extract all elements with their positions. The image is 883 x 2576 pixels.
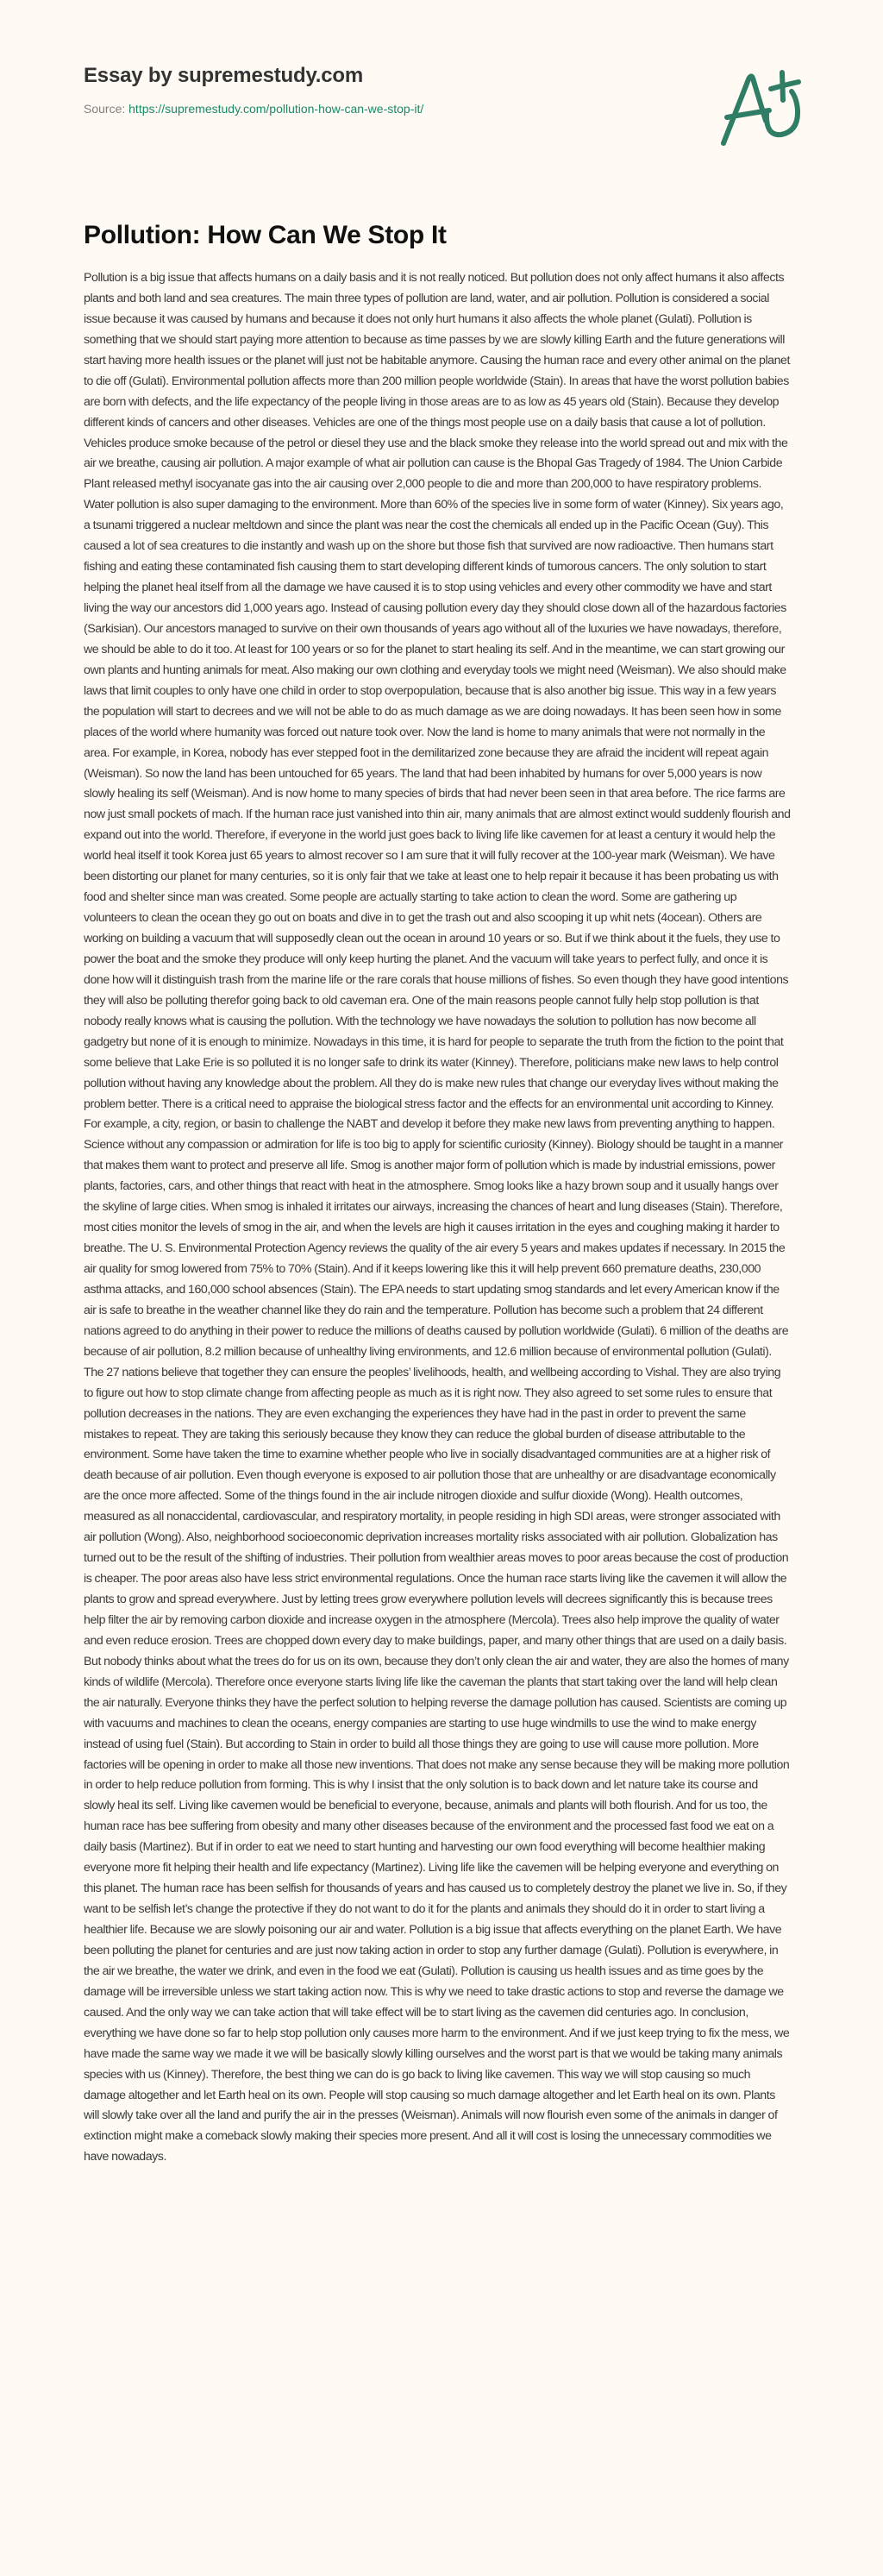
essay-body-text: Pollution is a big issue that affects humans on a daily basis and it is not really noticed. But pollution does not only affect humans it also affects plants and both land and sea creatures. The main three types of pollution are land, water, and air pollution. Pollution is considered a social issue because it was caused by humans and because it does not only hurt humans it also affects the whole planet (Gulati). Pollution is something that we should start paying more attention to because as time passes by we are slowly killing Earth and the future generations will start having more health issues or the planet will just not be habitable anymore. Causing the human race and every other animal on the planet to die off (Gulati). Environmental pollution affects more than 200 million people worldwide (Stain). In areas that have the worst pollution babies are born with defects, and the life expectancy of the people living in those areas are to as low as 45 years old (Stain). Because they develop different kinds of cancers and other diseases. Vehicles are one of the things most people use on a daily basis that cause a lot of pollution. Vehicles produce smoke because of the petrol or diesel they use and the black smoke they release into the world spread out and mix with the air we breathe, causing air pollution. A major example of what air pollution can cause is the Bhopal Gas Tragedy of 1984. The Union Carbide Plant released methyl isocyanate gas into the air causing over 2,000 people to die and more than 200,000 to have respiratory problems. Water pollution is also super damaging to the environment. More than 60% of the species live in some form of water (Kinney). Six years ago, a tsunami triggered a nuclear meltdown and since the plant was near the cost the chemicals all ended up in the Pacific Ocean (Guy). This caused a lot of sea creatures to die instantly and wash up on the shore but those fish that survived are now radioactive. Then humans start fishing and eating these contaminated fish causing them to start developing different kinds of tumorous cancers. The only solution to start helping the planet heal itself from all the damage we have caused it is to stop using vehicles and every other commodity we have and start living the way our ancestors did 1,000 years ago. Instead of causing pollution every day they should close down all of the hazardous factories (Sarkisian). Our ancestors managed to survive on their own thousands of years ago without all of the luxuries we have nowadays, therefore, we should be able to do it too. At least for 100 years or so for the planet to start healing its self. And in the meantime, we can start growing our own plants and hunting animals for meat. Also making our own clothing and everyday tools we might need (Weisman). We also should make laws that limit couples to only have one child in order to stop overpopulation, because that is also another big issue. This way in a few years the population will start to decrees and we will not be able to do as much damage as we are doing nowadays. It has been seen how in some places of the world where humanity was forced out nature took over. Now the land is home to many animals that were not normally in the area. For example, in Korea, nobody has ever stepped foot in the demilitarized zone because they are afraid the incident will repeat again (Weisman). So now the land has been untouched for 65 years. The land that had been inhabited by humans for over 5,000 years is now slowly healing its self (Weisman). And is now home to many species of birds that had never been seen in that area before. The rice farms are now just small pockets of mach. If the human race just vanished into thin air, many animals that are almost extinct would suddenly flourish and expand out into the world. Therefore, if everyone in the world just goes back to living life like cavemen for at least a century it would help the world heal itself it took Korea just 65 years to almost recover so I am sure that it will fully recover at the 100-year mark (Weisman). We have been distorting our planet for many centuries, so it is only fair that we take at least one to help repair it because it has been probating us with food and shelter since man was created. Some people are actually starting to take action to clean the word. Some are gathering up volunteers to clean the ocean they go out on boats and dive in to get the trash out and also scooping it up whit nets (4ocean). Others are working on building a vacuum that will supposedly clean out the ocean in around 10 years or so. But if we think about it the fuels, they use to power the boat and the smoke they produce will only keep hurting the planet. And the vacuum will take years to perfect fully, and once it is done how will it distinguish trash from the marine life or the rare corals that house millions of fishes. So even though they have good intentions they will also be polluting therefor going back to old caveman era. One of the main reasons people cannot fully help stop pollution is that nobody really knows what is causing the pollution. With the technology we have nowadays the solution to pollution has now become all gadgetry but none of it is enough to minimize. Nowadays in this time, it is hard for people to separate the truth from the fiction to the point that some believe that Lake Erie is so polluted it is no longer safe to drink its water (Kinney). Therefore, politicians make new laws to help control pollution without having any knowledge about the problem. All they do is make new rules that change our everyday lives without making the problem better. There is a critical need to appraise the biological stress factor and the effects for an environmental unit according to Kinney. For example, a city, region, or basin to challenge the NABT and develop it before they make new laws from preventing anything to happen. Science without any compassion or admiration for life is too big to apply for scientific curiosity (Kinney). Biology should be taught in a manner that makes them want to protect and preserve all life. Smog is another major form of pollution which is made by industrial emissions, power plants, factories, cars, and other things that react with heat in the atmosphere. Smog looks like a hazy brown soup and it usually hangs over the skyline of large cities. When smog is inhaled it irritates our airways, increasing the chances of heart and lung diseases (Stain). Therefore, most cities monitor the levels of smog in the air, and when the levels are high it causes irritation in the eyes and coughing making it harder to breathe. The U. S. Environmental Protection Agency reviews the quality of the air every 5 years and makes updates if necessary. In 2015 the air quality for smog lowered from 75% to 70% (Stain). And if it keeps lowering like this it will help prevent 660 premature deaths, 230,000 asthma attacks, and 160,000 school absences (Stain). The EPA needs to start updating smog standards and let every American know if the air is safe to breathe in the weather channel like they do rain and the temperature. Pollution has become such a problem that 24 different nations agreed to do anything in their power to reduce the millions of deaths caused by pollution worldwide (Gulati). 6 million of the deaths are because of air pollution, 8.2 million because of unhealthy living environments, and 12.6 million because of environmental pollution (Gulati). The 27 nations believe that together they can ensure the peoples’ livelihoods, health, and wellbeing according to Vishal. They are also trying to figure out how to stop climate change from affecting people as much as it is right now. They also agreed to set some rules to ensure that pollution decreases in the nations. They are even exchanging the experiences they have had in the past in order to prevent the same mistakes to repeat. They are taking this seriously because they know they can reduce the global burden of disease attributable to the environment. Some have taken the time to examine whether people who live in socially disadvantaged communities are at a higher risk of death because of air pollution. Even though everyone is exposed to air pollution those that are unhealthy or are disadvantage economically are the once more affected. Some of the things found in the air include nitrogen dioxide and sulfur dioxide (Wong). Health outcomes, measured as all nonaccidental, cardiovascular, and respiratory mortality, in people residing in high SDI areas, were stronger associated with air pollution (Wong). Also, neighborhood socioeconomic deprivation increases mortality risks associated with air pollution. Globalization has turned out to be the result of the shifting of industries. Their pollution from wealthier areas moves to poor areas because the cost of production is cheaper. The poor areas also have less strict environmental regulations. Once the human race starts living like the cavemen it will allow the plants to grow and spread everywhere. Just by letting trees grow everywhere pollution levels will decrees significantly this is because trees help filter the air by removing carbon dioxide and increase oxygen in the atmosphere (Mercola). Trees also help improve the quality of water and even reduce erosion. Trees are chopped down every day to make buildings, paper, and many other things that are used on a daily basis. But nobody thinks about what the trees do for us on its own, because they don’t only clean the air and water, they are also the homes of many kinds of wildlife (Mercola). Therefore once everyone starts living life like the caveman the plants that start taking over the land will help clean the air naturally. Everyone thinks they have the perfect solution to helping reverse the damage pollution has caused. Scientists are coming up with vacuums and machines to clean the oceans, energy companies are starting to use huge windmills to use the wind to make energy instead of using fuel (Stain). But according to Stain in order to build all those things they are going to use will cause more pollution. More factories will be opening in order to make all those new inventions. That does not make any sense because they will be making more pollution in order to help reduce pollution from forming. This is why I insist that the only solution is to back down and let nature take its course and slowly heal its self. Living like cavemen would be beneficial to everyone, because, animals and plants will both flourish. And for us too, the human race has bee suffering from obesity and many other diseases because of the environment and the processed fast food we eat on a daily basis (Martinez). But if in order to eat we need to start hunting and harvesting our own food everything will become healthier making everyone more fit helping their health and life expectancy (Martinez). Living life like the cavemen will be helping everyone and everything on this planet. The human race has been selfish for thousands of years and has caused us to completely destroy the planet we live in. So, if they want to be selfish let’s change the protective if they do not want to do it for the plants and animals they should do it in order to start living a healthier life. Because we are slowly poisoning our air and water. Pollution is a big issue that affects everything on the planet Earth. We have been polluting the planet for centuries and are just now taking action in order to stop any further damage (Gulati). Pollution is everywhere, in the air we breathe, the water we drink, and even in the food we eat (Gulati). Pollution is causing us health issues and as time goes by the damage will be irreversible unless we start taking action now. This is why we need to take drastic actions to stop and reverse the damage we caused. And the only way we can take action that will take effect will be to start living as the cavemen did centuries ago. In conclusion, everything we have done so far to help stop pollution only causes more harm to the environment. And if we just keep trying to fix the mess, we have made the same way we made it we will be basically slowly killing ourselves and the worst part is that we would be taking many animals species with us (Kinney). Therefore, the best thing we can do is go back to living like cavemen. This way we will stop causing so much damage altogether and let Earth heal on its own. People will stop causing so much damage altogether and let Earth heal on its own. Plants will slowly take over all the land and purify the air in the presses (Weisman). Animals will now flourish even some of the animals in danger of extinction might make a comeback slowly making their species more present. And all it will cost is losing the unnecessary commodities we have nowadays. bbox=[84, 271, 791, 2164]
source-line bbox=[84, 101, 799, 116]
source-link[interactable]: https://supremestudy.com/pollution-how-can-we-stop-it/ bbox=[128, 102, 424, 116]
page-header bbox=[84, 64, 799, 116]
source-label: Source: bbox=[84, 102, 129, 116]
site-title: Essay by supremestudy.com bbox=[84, 64, 364, 87]
document-title: Pollution: How Can We Stop It bbox=[84, 221, 447, 249]
a-plus-grade-icon bbox=[712, 60, 816, 147]
